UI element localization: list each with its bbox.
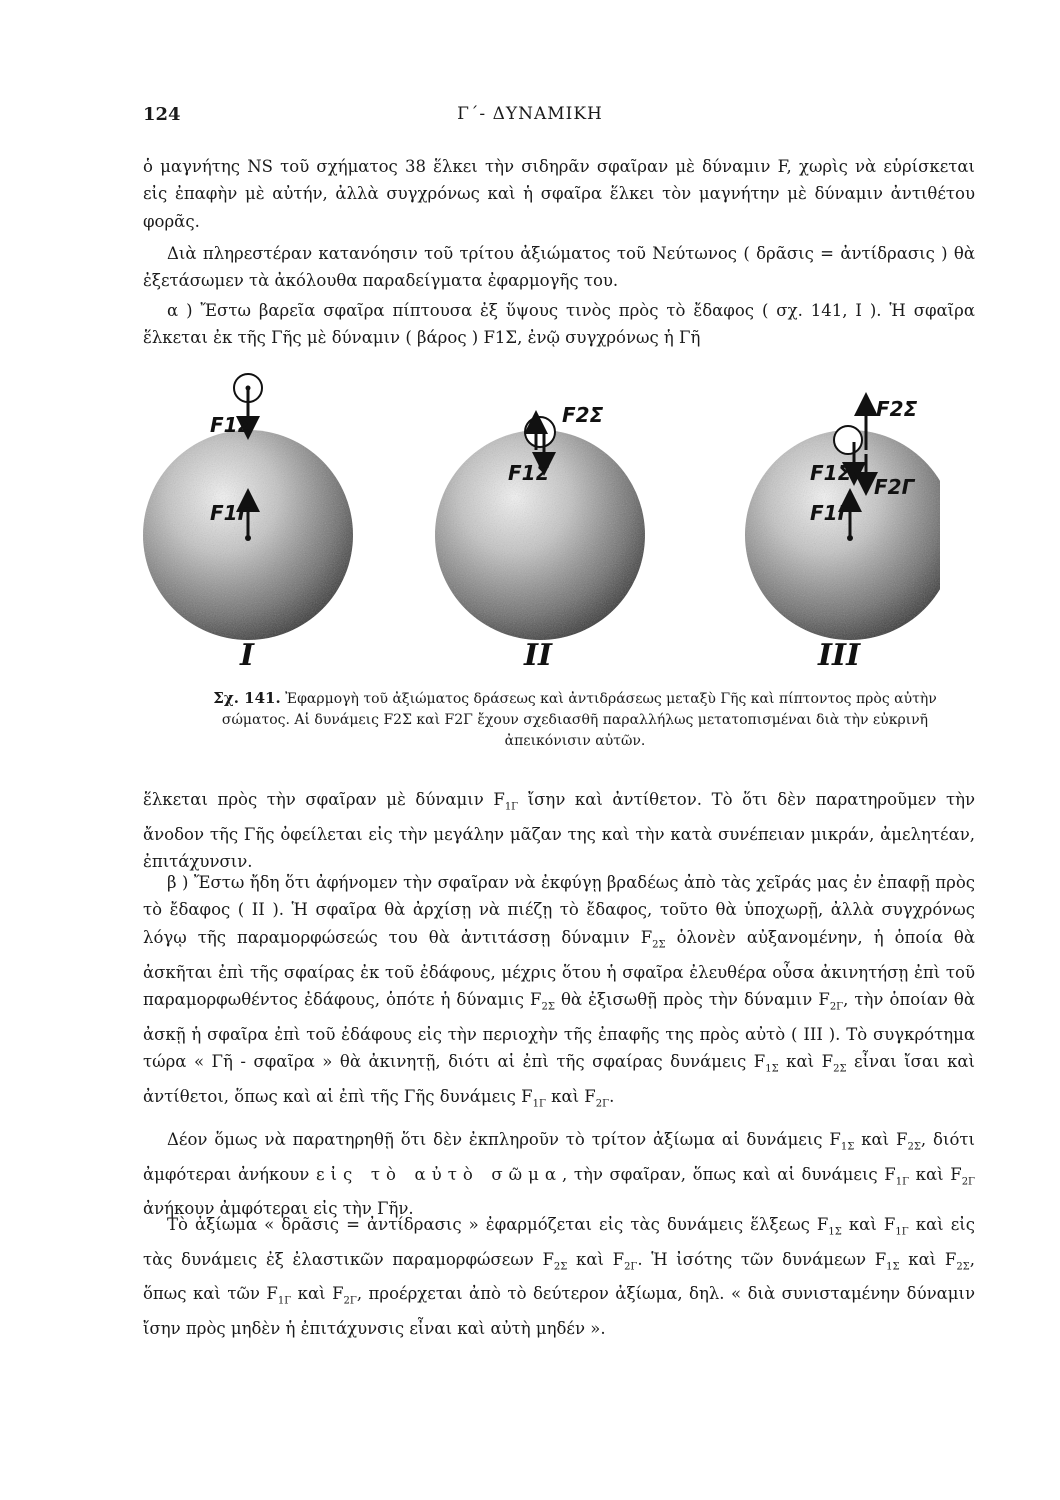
paragraph-newton-third-law: Διὰ πληρεστέραν κατανόησιν τοῦ τρίτου ἀξιώματος τοῦ Νεύτωνος ( δρᾶσις = ἀντίδρασις ) θὰ ἐξετάσωμεν τὰ ἀκόλουθα παραδείγματα ἐφαρμογῆς του.	[143, 244, 975, 291]
caption-label: Σχ. 141.	[213, 689, 281, 707]
page-number: 124	[143, 104, 181, 125]
label-f2g-iii: F2Γ	[874, 475, 915, 499]
paragraph-continuation: ἕλκεται πρὸς τὴν σφαῖραν μὲ δύναμιν $F_{1\Gamma}$ ἴσην καὶ ἀντίθετον. Τὸ ὅτι δὲν παρατηροῦμεν τὴν ἄνοδον τῆς Γῆς ὀφείλεται εἰς τὴν μεγάλην μᾶζαν της καὶ τὴν κατὰ συνέπειαν μικράν, ἀμελητέαν, ἐπιτάχυνσιν.	[143, 790, 976, 872]
page-header	[0, 104, 1060, 128]
paragraph-magnet: ὁ μαγνήτης NS τοῦ σχήματος 38 ἕλκει τὴν σιδηρᾶν σφαῖραν μὲ δύναμιν F, χωρὶς νὰ εὑρίσκεται εἰς ἐπαφὴν μὲ αὐτήν, ἀλλὰ συγχρόνως καὶ ἡ σφαῖρα ἕλκει τὸν μαγνήτην μὲ δύναμιν ἀντιθέτου φορᾶς.	[143, 157, 975, 231]
running-title: Γ΄- ΔΥΝΑΜΙΚΗ	[457, 104, 603, 124]
resting-ball-ii	[525, 417, 555, 447]
label-f2s-iii: F2Σ	[876, 397, 918, 421]
label-f1s-iii: F1Σ	[810, 461, 852, 485]
label-f1s-i: F1Σ	[210, 413, 252, 437]
paragraph-example-b: β ) Ἔστω ἤδη ὅτι ἀφήνομεν τὴν σφαῖραν νὰ ἐκφύγῃ βραδέως ἀπὸ τὰς χεῖράς μας ἐν ἐπαφῇ πρὸς τὸ ἔδαφος ( II ). Ἡ σφαῖρα θὰ ἀρχίσῃ νὰ πιέζῃ τὸ ἔδαφος, τοῦτο θὰ ὑποχωρῇ, ἀλλὰ συγχρόνως λόγῳ τῆς παραμορφώσεώς του θὰ ἀντιτάσσῃ δύναμιν $F_{2\Sigma}$ ὁλονὲν αὐξανομένην, ἡ ὁποία θὰ ἀσκῆται ἐπὶ τῆς σφαίρας ἐκ τοῦ ἐδάφους, μέχρις ὅτου ἡ σφαῖρα ἐλευθέρα οὖσα ἀκινητήσῃ ἐπὶ τοῦ παραμορφωθέντος ἐδάφους, ὁπότε ἡ δύναμις $F_{2\Sigma}$ θὰ ἐξισωθῇ πρὸς τὴν δύναμιν $F_{2\Gamma}$, τὴν ὁποίαν θὰ ἀσκῇ ἡ σφαῖρα ἐπὶ τοῦ ἐδάφους εἰς τὴν περιοχὴν τῆς ἐπαφῆς της πρὸς αὐτὸ ( III ). Τὸ συγκρότημα τώρα « Γῆ - σφαῖρα » θὰ ἀκινητῇ, διότι αἱ ἐπὶ τῆς σφαίρας δυνάμεις $F_{1\Sigma}$ καὶ $F_{2\Sigma}$ εἶναι ἴσαι καὶ ἀντίθετοι, ὅπως καὶ αἱ ἐπὶ τῆς Γῆς δυνάμεις $F_{1\Gamma}$ καὶ $F_{2\Gamma}$.	[143, 873, 975, 1110]
figure-141	[140, 360, 940, 680]
caption-text: Ἐφαρμογὴ τοῦ ἀξιώματος δράσεως καὶ ἀντιδράσεως μεταξὺ Γῆς καὶ πίπτοντος πρὸς αὐτὴν σώματος. Αἱ δυνάμεις F2Σ καὶ F2Γ ἔχουν σχεδιασθῆ παραλλήλως μετατοπισμέναι διὰ τὴν εὐκρινῆ ἀπεικόνισιν αὐτῶν.	[221, 691, 937, 749]
panel-iii	[745, 397, 940, 673]
label-f2s-ii: F2Σ	[562, 403, 604, 427]
figure-caption	[190, 688, 960, 752]
label-f1s-ii: F1Σ	[508, 461, 550, 485]
numeral-iii: III	[818, 638, 861, 673]
numeral-i: I	[240, 638, 255, 673]
paragraph-axiom: Τὸ ἀξίωμα « δρᾶσις = ἀντίδρασις » ἐφαρμόζεται εἰς τὰς δυνάμεις ἕλξεως $F_{1\Sigma}$ καὶ $F_{1\Gamma}$ καὶ εἰς τὰς δυνάμεις ἐξ ἐλαστικῶν παραμορφώσεων $F_{2\Sigma}$ καὶ $F_{2\Gamma}$. Ἡ ἰσότης τῶν δυνάμεων $F_{1\Sigma}$ καὶ $F_{2\Sigma}$, ὅπως καὶ τῶν $F_{1\Gamma}$ καὶ $F_{2\Gamma}$, προέρχεται ἀπὸ τὸ δεύτερον ἀξίωμα, δηλ. « διὰ συνισταμένην δύναμιν ἴσην πρὸς μηδὲν ἡ ἐπιτάχυνσις εἶναι καὶ αὐτὴ μηδέν ».	[143, 1215, 975, 1339]
panel-ii	[435, 403, 645, 673]
paragraph-example-a: α ) Ἔστω βαρεῖα σφαῖρα πίπτουσα ἐξ ὕψους τινὸς πρὸς τὸ ἔδαφος ( σχ. 141, I ). Ἡ σφαῖρα ἕλκεται ἐκ τῆς Γῆς μὲ δύναμιν ( βάρος ) F1Σ, ἐνῷ συγχρόνως ἡ Γῆ	[143, 301, 975, 348]
label-f1g-i: F1Γ	[210, 501, 251, 525]
resting-ball-iii	[834, 426, 862, 454]
label-f1g-iii: F1Γ	[810, 501, 851, 525]
paragraph-remark: Δέον ὅμως νὰ παρατηρηθῇ ὅτι δὲν ἐκπληροῦν τὸ τρίτον ἀξίωμα αἱ δυνάμεις $F_{1\Sigma}$ καὶ $F_{2\Sigma}$, διότι ἀμφότεραι ἀνήκουν εἰς τὸ αὐτὸ σῶμα, τὴν σφαῖραν, ὅπως καὶ αἱ δυνάμεις $F_{1\Gamma}$ καὶ $F_{2\Gamma}$ ἀνήκουν ἀμφότεραι εἰς τὴν Γῆν.	[143, 1130, 975, 1219]
panel-i	[143, 374, 353, 673]
numeral-ii: II	[524, 638, 553, 673]
